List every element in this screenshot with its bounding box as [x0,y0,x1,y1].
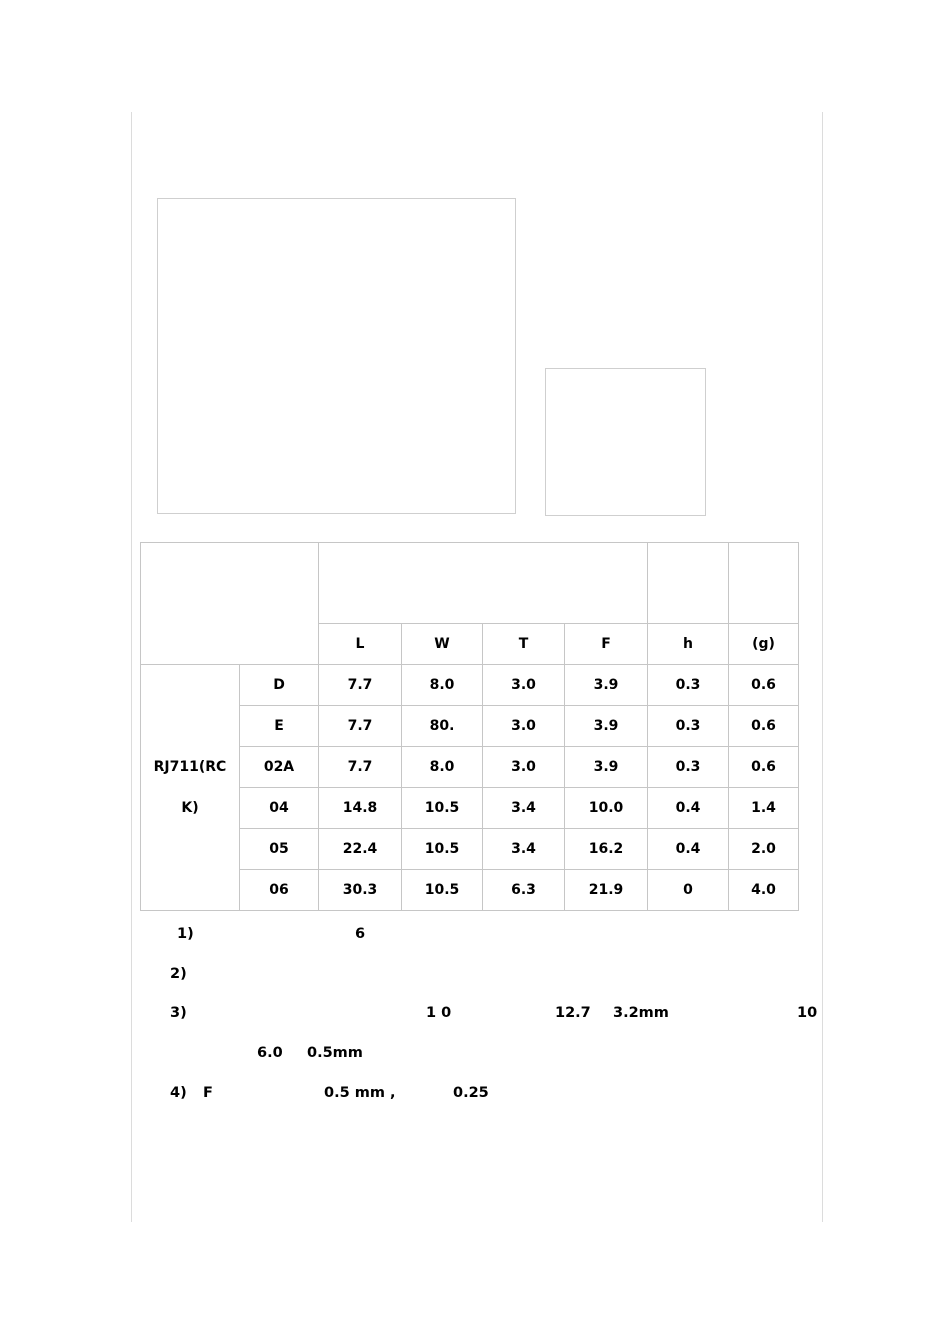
header-h-top-cell [648,543,729,624]
table-cell: 0.6 [729,665,799,706]
table-cell: 16.2 [565,829,648,870]
header-weight-top-cell [729,543,799,624]
note-4-text-b: 0.5 mm , [324,1085,396,1101]
table-cell: 22.4 [319,829,402,870]
note-3-text-b: 12.7 [555,1005,591,1021]
note-4-text-a: F [203,1085,213,1101]
header-dimensions-cell [319,543,648,624]
table-cell: 0.3 [648,665,729,706]
note-1-text: 6 [355,926,366,942]
table-cell: 3.9 [565,747,648,788]
figure-placeholder-main [157,198,516,514]
table-cell: 3.0 [483,665,565,706]
table-cell: 8.0 [402,665,483,706]
row-code: 02A [240,747,319,788]
table-cell: 10.5 [402,788,483,829]
table-cell: 3.4 [483,788,565,829]
table-cell: 21.9 [565,870,648,911]
note-1-number: 1) [177,926,194,942]
table-cell: 3.9 [565,665,648,706]
row-code: 04 [240,788,319,829]
table-cell: 0.6 [729,706,799,747]
page-border-right [822,112,823,1222]
table-cell: 10.5 [402,829,483,870]
column-header: (g) [729,624,799,665]
table-cell: 0.3 [648,706,729,747]
table-row [141,665,799,706]
header-model-cell [141,543,319,665]
row-code: 06 [240,870,319,911]
table-row [141,747,799,788]
note-3-text-d: 10 [797,1005,818,1021]
table-cell: 6.3 [483,870,565,911]
figure-placeholder-side [545,368,706,516]
table-cell: 3.4 [483,829,565,870]
table-cell: 7.7 [319,706,402,747]
table-row [141,829,799,870]
table-row [141,870,799,911]
note-2-number: 2) [170,966,187,982]
table-cell: 0.4 [648,829,729,870]
note-3-text-c: 3.2mm [613,1005,669,1021]
column-header: h [648,624,729,665]
note-4-text-c: 0.25 [453,1085,489,1101]
column-header: F [565,624,648,665]
row-code: 05 [240,829,319,870]
table-cell: 8.0 [402,747,483,788]
note-3-text-e: 6.0 [257,1045,283,1061]
page-border-left [131,112,132,1222]
column-header: T [483,624,565,665]
table-cell: 10.5 [402,870,483,911]
table-cell: 1.4 [729,788,799,829]
row-code: E [240,706,319,747]
table-cell: 10.0 [565,788,648,829]
note-3-text-a: 1 0 [426,1005,452,1021]
table-row [141,788,799,829]
note-4-number: 4) [170,1085,187,1101]
table-cell: 0 [648,870,729,911]
table-cell: 80. [402,706,483,747]
table-cell: 30.3 [319,870,402,911]
table-cell: 7.7 [319,665,402,706]
table-cell: 2.0 [729,829,799,870]
note-3-text-f: 0.5mm [307,1045,363,1061]
column-header: W [402,624,483,665]
table-header-row-top [141,543,799,624]
column-header: L [319,624,402,665]
table-cell: 0.6 [729,747,799,788]
table-cell: 14.8 [319,788,402,829]
model-name-line-1: RJ711(RC [153,758,227,775]
model-name-line-2: K) [181,799,199,816]
table-cell: 3.0 [483,706,565,747]
table-cell: 3.0 [483,747,565,788]
table-cell: 7.7 [319,747,402,788]
table-cell: 3.9 [565,706,648,747]
table-cell: 0.4 [648,788,729,829]
table-cell: 0.3 [648,747,729,788]
model-name-cell [141,665,240,911]
table-cell: 4.0 [729,870,799,911]
dimension-table [140,542,799,911]
row-code: D [240,665,319,706]
table-row [141,706,799,747]
note-3-number: 3) [170,1005,187,1021]
